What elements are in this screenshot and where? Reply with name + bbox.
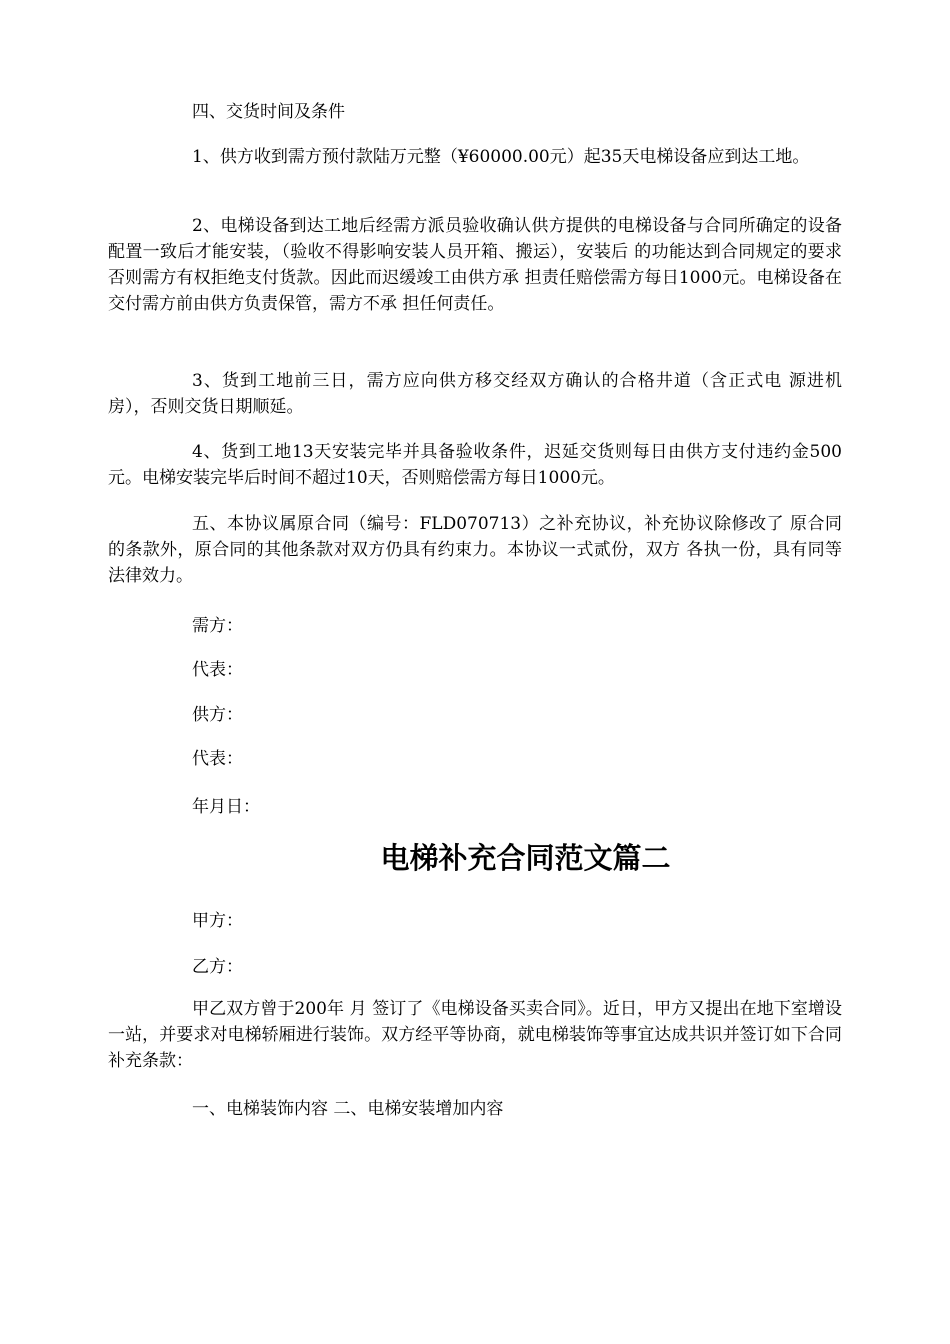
section-title: 电梯补充合同范文篇二	[380, 841, 671, 875]
section-heading-delivery: 四、交货时间及条件	[192, 102, 345, 122]
party-a: 甲方：	[192, 911, 243, 931]
signature-supplier-rep: 代表：	[192, 749, 243, 769]
clause-4: 4、货到工地13天安装完毕并具备验收条件，迟延交货则每日由供方支付违约金500元。电梯安装完毕后时间不超过10天，否则赔偿需方每日1000元。	[108, 442, 842, 488]
signature-date: 年月日：	[192, 797, 260, 817]
contract-intro: 甲乙双方曾于200年 月 签订了《电梯设备买卖合同》。近日，甲方又提出在地下室增设一站，并要求对电梯轿厢进行装饰。双方经平等协商，就电梯装饰等事宜达成共识并签订如下合同补充条款：	[108, 999, 842, 1071]
clause-1: 1、供方收到需方预付款陆万元整（¥60000.00元）起35天电梯设备应到达工地。	[192, 147, 810, 167]
clause-5-supplementary: 五、本协议属原合同（编号：FLD070713）之补充协议，补充协议除修改了 原合同的条款外，原合同的其他条款对双方仍具有约束力。本协议一式贰份，双方 各执一份，具有同等法律效力。	[108, 514, 842, 586]
contract-items: 一、电梯装饰内容 二、电梯安装增加内容	[192, 1099, 504, 1119]
signature-buyer: 需方：	[192, 616, 243, 636]
clause-3: 3、货到工地前三日，需方应向供方移交经双方确认的合格井道（含正式电 源进机房），否则交货日期顺延。	[108, 371, 842, 417]
signature-buyer-rep: 代表：	[192, 660, 243, 680]
clause-2: 2、电梯设备到达工地后经需方派员验收确认供方提供的电梯设备与合同所确定的设备配置一致后才能安装，（验收不得影响安装人员开箱、搬运），安装后 的功能达到合同规定的要求否则需方有权拒绝支付货款。因此而迟缓竣工由供方承 担责任赔偿需方每日1000元。电梯设备在交付需方前由供方负责保管，需方不承 担任何责任。	[108, 216, 842, 314]
party-b: 乙方：	[192, 957, 243, 977]
signature-supplier: 供方：	[192, 705, 243, 725]
